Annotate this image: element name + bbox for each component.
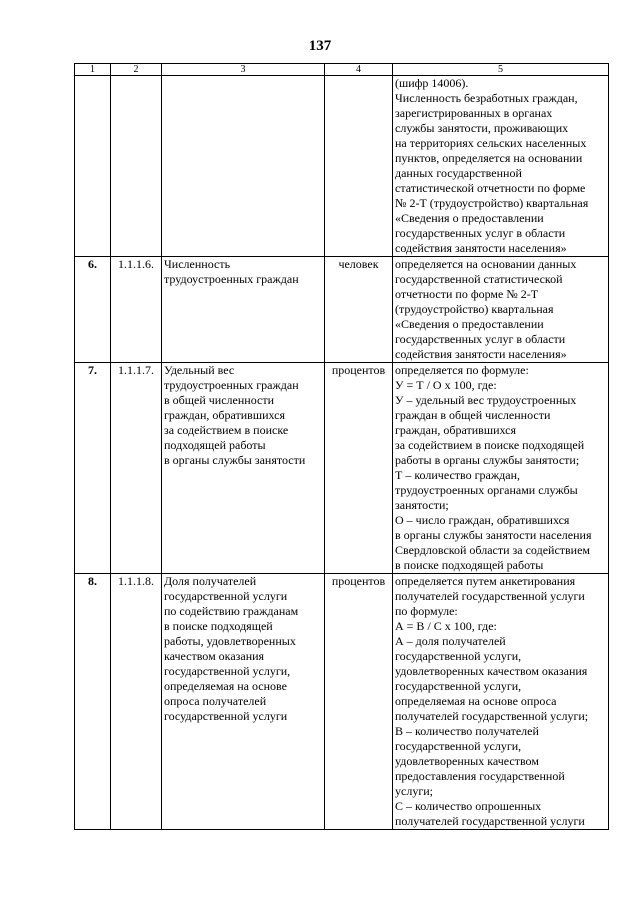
- indicator-name-line: по содействию гражданам: [164, 604, 299, 618]
- calculation-method-line: У – удельный вес трудоустроенных: [395, 393, 577, 407]
- indicator-name-line: Численность: [164, 257, 231, 271]
- indicator-name-line: государственной услуги: [164, 709, 288, 723]
- calculation-method-line: А – доля получателей: [395, 634, 506, 648]
- calculation-method-line: содействия занятости населения»: [395, 347, 567, 361]
- calculation-method-line: «Сведения о предоставлении: [395, 211, 544, 225]
- calculation-method-line: государственной услуги,: [395, 679, 522, 693]
- indicator-name-line: подходящей работы: [164, 438, 266, 452]
- header-cell: 2: [111, 64, 162, 76]
- calculation-method-line: получателей государственной услуги;: [395, 709, 589, 723]
- table-row: [75, 574, 609, 830]
- indicator-name-line: государственной услуги: [164, 589, 288, 603]
- calculation-method-line: Т – количество граждан,: [395, 468, 521, 482]
- calculation-method: [393, 76, 609, 257]
- calculation-method-line: государственной статистической: [395, 272, 563, 286]
- indicator-name-line: в поиске подходящей: [164, 619, 273, 633]
- calculation-method-line: государственных услуг в области: [395, 332, 566, 346]
- calculation-method-line: удовлетворенных качеством: [395, 754, 539, 768]
- calculation-method-line: (шифр 14006).: [395, 76, 469, 90]
- calculation-method-line: № 2-Т (трудоустройство) квартальная: [395, 196, 589, 210]
- unit-of-measure: человек: [325, 257, 393, 363]
- indicator-name-line: трудоустроенных граждан: [164, 272, 299, 286]
- calculation-method-line: данных государственной: [395, 166, 522, 180]
- calculation-method-line: занятости;: [395, 498, 449, 512]
- indicator-name-line: работы, удовлетворенных: [164, 634, 296, 648]
- calculation-method-line: трудоустроенных органами службы: [395, 483, 578, 497]
- calculation-method-line: определяется путем анкетирования: [395, 574, 576, 588]
- calculation-method: [393, 363, 609, 574]
- row-number: [75, 76, 111, 257]
- calculation-method-line: статистической отчетности по форме: [395, 181, 586, 195]
- calculation-method-line: на территориях сельских населенных: [395, 136, 587, 150]
- calculation-method-line: отчетности по форме № 2-Т: [395, 287, 539, 301]
- table-row: [75, 257, 609, 363]
- unit-of-measure: процентов: [325, 363, 393, 574]
- row-number: 6.: [75, 257, 111, 363]
- calculation-method-line: С – количество опрошенных: [395, 799, 542, 813]
- calculation-method-line: в поиске подходящей работы: [395, 558, 544, 572]
- calculation-method-line: удовлетворенных качеством оказания: [395, 664, 588, 678]
- indicator-code: 1.1.1.7.: [111, 363, 162, 574]
- calculation-method-line: зарегистрированных в органах: [395, 106, 553, 120]
- indicator-name: [162, 257, 325, 363]
- calculation-method-line: граждан в общей численности: [395, 408, 551, 422]
- indicators-table: [74, 63, 609, 830]
- indicator-name-line: за содействием в поиске: [164, 423, 289, 437]
- calculation-method-line: А = В / С х 100, где:: [395, 619, 497, 633]
- calculation-method-line: содействия занятости населения»: [395, 241, 567, 255]
- calculation-method-line: работы в органы службы занятости;: [395, 453, 580, 467]
- indicator-name: [162, 574, 325, 830]
- calculation-method-line: государственной услуги,: [395, 649, 522, 663]
- indicator-name-line: Доля получателей: [164, 574, 257, 588]
- calculation-method-line: за содействием в поиске подходящей: [395, 438, 585, 452]
- indicator-name-line: государственной услуги,: [164, 664, 291, 678]
- calculation-method-line: определяется на основании данных: [395, 257, 577, 271]
- calculation-method-line: «Сведения о предоставлении: [395, 317, 544, 331]
- calculation-method-line: определяемая на основе опроса: [395, 694, 557, 708]
- indicator-name-line: в органы службы занятости: [164, 453, 306, 467]
- calculation-method-line: пунктов, определяется на основании: [395, 151, 583, 165]
- row-number: 8.: [75, 574, 111, 830]
- calculation-method-line: службы занятости, проживающих: [395, 121, 569, 135]
- header-cell: 1: [75, 64, 111, 76]
- indicator-name-line: в общей численности: [164, 393, 274, 407]
- calculation-method-line: (трудоустройство) квартальная: [395, 302, 554, 316]
- calculation-method-line: О – число граждан, обратившихся: [395, 513, 570, 527]
- page-number: 137: [308, 38, 332, 54]
- indicator-name-line: Удельный вес: [164, 363, 235, 377]
- indicator-code: 1.1.1.6.: [111, 257, 162, 363]
- table-row: [75, 363, 609, 574]
- indicator-name-line: опроса получателей: [164, 694, 267, 708]
- calculation-method-line: В – количество получателей: [395, 724, 539, 738]
- calculation-method-line: государственных услуг в области: [395, 226, 566, 240]
- calculation-method-line: граждан, обратившихся: [395, 423, 517, 437]
- indicator-name-line: граждан, обратившихся: [164, 408, 286, 422]
- calculation-method-line: получателей государственной услуги: [395, 814, 585, 828]
- calculation-method-line: по формуле:: [395, 604, 458, 618]
- calculation-method: [393, 257, 609, 363]
- indicator-name-line: трудоустроенных граждан: [164, 378, 299, 392]
- calculation-method-line: У = Т / О х 100, где:: [395, 378, 497, 392]
- calculation-method-line: получателей государственной услуги: [395, 589, 585, 603]
- calculation-method: [393, 574, 609, 830]
- unit-of-measure: процентов: [325, 574, 393, 830]
- row-number: 7.: [75, 363, 111, 574]
- indicator-name: [162, 363, 325, 574]
- indicator-name-line: качеством оказания: [164, 649, 265, 663]
- indicator-code: 1.1.1.8.: [111, 574, 162, 830]
- header-row: [75, 64, 609, 76]
- calculation-method-line: предоставления государственной: [395, 769, 565, 783]
- calculation-method-line: услуги;: [395, 784, 433, 798]
- calculation-method-line: Численность безработных граждан,: [395, 91, 578, 105]
- header-cell: 3: [162, 64, 325, 76]
- calculation-method-line: определяется по формуле:: [395, 363, 529, 377]
- indicator-code: [111, 76, 162, 257]
- table-row: [75, 76, 609, 257]
- indicator-name: [162, 76, 325, 257]
- calculation-method-line: в органы службы занятости населения: [395, 528, 592, 542]
- header-cell: 5: [393, 64, 609, 76]
- unit-of-measure: [325, 76, 393, 257]
- indicator-name-line: определяемая на основе: [164, 679, 287, 693]
- header-cell: 4: [325, 64, 393, 76]
- table-body: [75, 64, 609, 830]
- calculation-method-line: государственной услуги,: [395, 739, 522, 753]
- calculation-method-line: Свердловской области за содействием: [395, 543, 591, 557]
